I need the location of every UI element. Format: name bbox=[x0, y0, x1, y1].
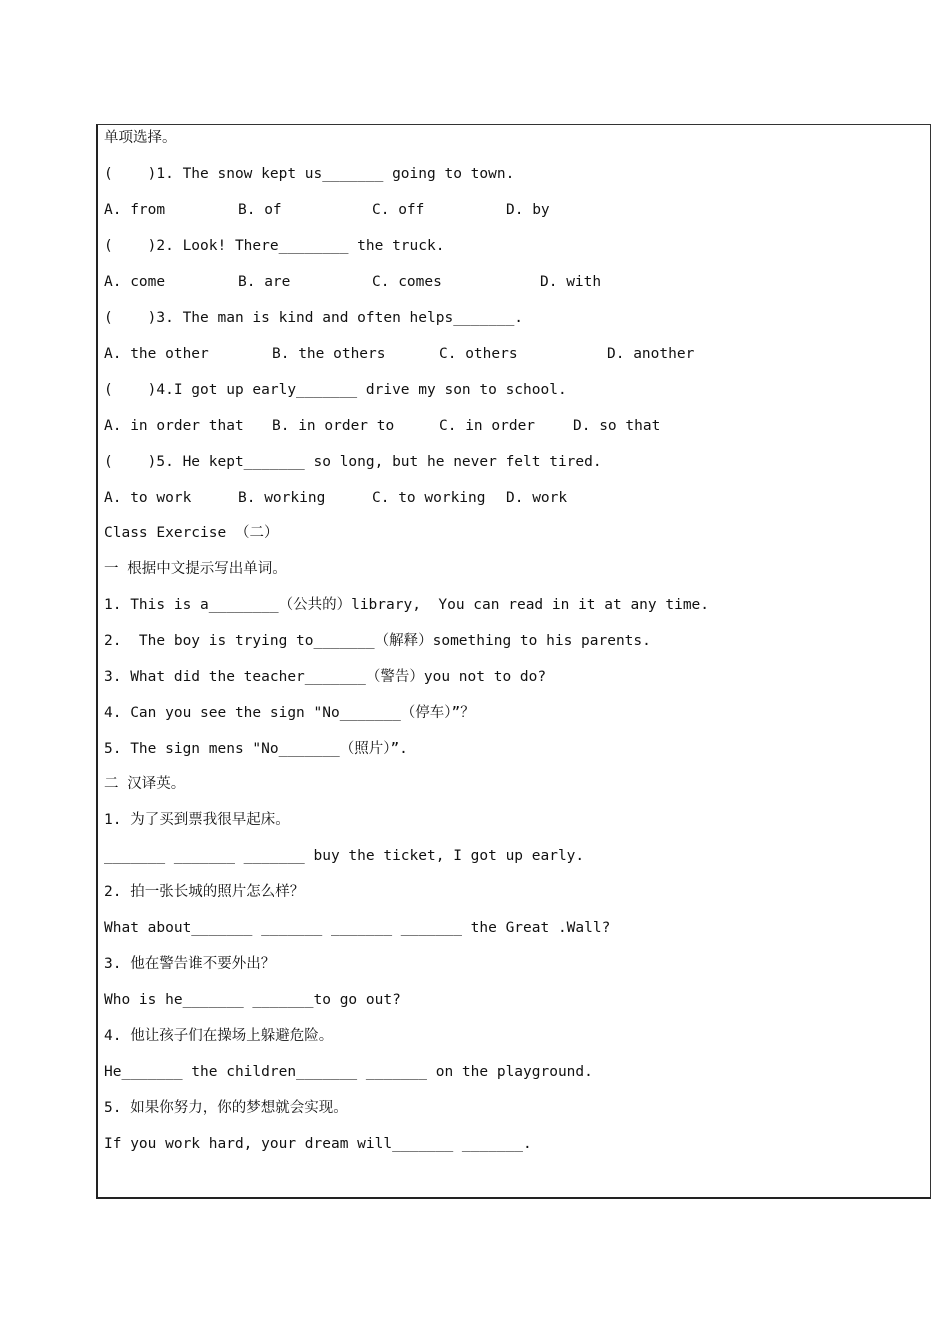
option-d: D. work bbox=[506, 490, 568, 506]
part2-title: 二 汉译英。 bbox=[104, 776, 186, 792]
option-c: C. off bbox=[372, 202, 425, 218]
part1-item: 1. This is a________（公共的）library, You can read in it at any time. bbox=[104, 597, 710, 613]
option-a: A. come bbox=[104, 274, 166, 290]
part1-item: 5. The sign mens "No_______（照片）”. bbox=[104, 741, 408, 757]
option-b: B. of bbox=[238, 202, 282, 218]
option-d: D. with bbox=[540, 274, 602, 290]
option-b: B. working bbox=[238, 490, 326, 506]
part1-title: 一 根据中文提示写出单词。 bbox=[104, 561, 287, 577]
part2-english: Who is he_______ _______to go out? bbox=[104, 992, 401, 1008]
option-c: C. comes bbox=[372, 274, 442, 290]
part2-chinese: 2. 拍一张长城的照片怎么样？ bbox=[104, 884, 305, 900]
option-b: B. in order to bbox=[272, 418, 395, 434]
option-a: A. in order that bbox=[104, 418, 244, 434]
question-stem: ( )5. He kept_______ so long, but he never felt tired. bbox=[104, 454, 602, 470]
question-stem: ( )2. Look! There________ the truck. bbox=[104, 238, 445, 254]
part2-chinese: 5. 如果你努力，你的梦想就会实现。 bbox=[104, 1100, 348, 1116]
part2-english: If you work hard, your dream will_______ _______. bbox=[104, 1136, 532, 1152]
option-c: C. others bbox=[439, 346, 518, 362]
part1-item: 3. What did the teacher_______（警告）you not to do? bbox=[104, 669, 547, 685]
part2-chinese: 3. 他在警告谁不要外出？ bbox=[104, 956, 276, 972]
part1-item: 4. Can you see the sign "No_______（停车）”？ bbox=[104, 705, 475, 721]
part1-item: 2. The boy is trying to_______（解释）something to his parents. bbox=[104, 633, 651, 649]
option-c: C. to working bbox=[372, 490, 486, 506]
option-b: B. the others bbox=[272, 346, 386, 362]
question-stem: ( )3. The man is kind and often helps_______. bbox=[104, 310, 524, 326]
part2-english: He_______ the children_______ _______ on the playground. bbox=[104, 1064, 593, 1080]
option-d: D. another bbox=[607, 346, 695, 362]
option-a: A. the other bbox=[104, 346, 209, 362]
option-b: B. are bbox=[238, 274, 291, 290]
question-stem: ( )4.I got up early_______ drive my son to school. bbox=[104, 382, 567, 398]
option-a: A. to work bbox=[104, 490, 192, 506]
option-d: D. by bbox=[506, 202, 550, 218]
part2-english: What about_______ _______ _______ _______ the Great .Wall? bbox=[104, 920, 611, 936]
option-d: D. so that bbox=[573, 418, 661, 434]
option-a: A. from bbox=[104, 202, 166, 218]
section-title: 单项选择。 bbox=[104, 130, 177, 146]
option-c: C. in order bbox=[439, 418, 536, 434]
part2-chinese: 1. 为了买到票我很早起床。 bbox=[104, 812, 290, 828]
part2-english: _______ _______ _______ buy the ticket, I got up early. bbox=[104, 848, 585, 864]
question-stem: ( )1. The snow kept us_______ going to town. bbox=[104, 166, 515, 182]
part2-chinese: 4. 他让孩子们在操场上躲避危险。 bbox=[104, 1028, 334, 1044]
exercise-title: Class Exercise （二） bbox=[104, 525, 279, 541]
